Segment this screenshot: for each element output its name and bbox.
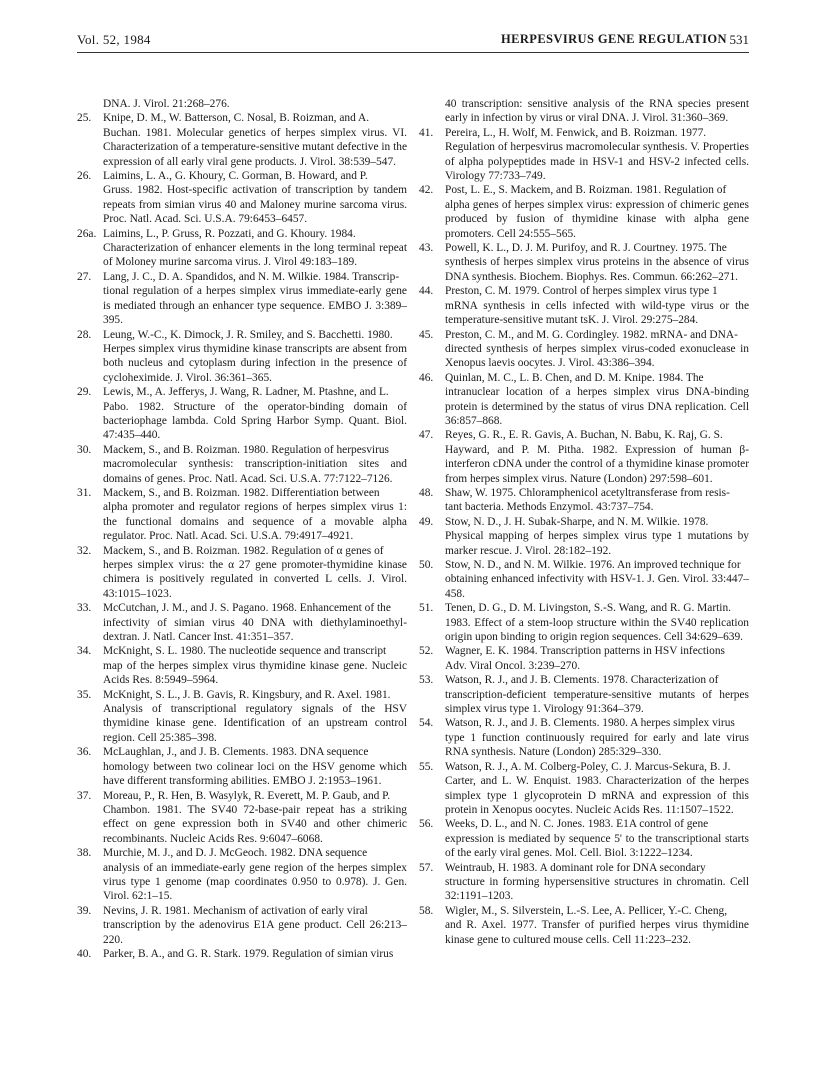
reference-text: synthesis of herpes simplex virus proteins in the absence of virus DNA synthesis. Biochem. Biophys. Res. Commun. 66:262–271. <box>445 256 749 283</box>
reference-text: transcription-deficient temperature-sensitive mutants of herpes simplex virus type 1. Virology 91:364–379. <box>445 688 749 716</box>
reference-entry <box>77 385 407 443</box>
reference-entry <box>419 558 749 601</box>
reference-authors: Laimins, L., P. Gruss, R. Pozzati, and G. Khoury. 1984. <box>103 227 356 240</box>
reference-authors: Watson, R. J., A. M. Colberg-Poley, C. J. Marcus-Sekura, B. J. <box>445 760 731 773</box>
reference-authors: Shaw, W. 1975. Chloramphenicol acetyltransferase from resis- <box>445 486 730 499</box>
reference-entry <box>77 270 407 328</box>
reference-text: Herpes simplex virus thymidine kinase transcripts are absent from both nucleus and cytoplasm during infection in the presence of cycloheximide. J. Virol. 36:361–365. <box>103 342 407 384</box>
reference-number: 27. <box>77 270 92 283</box>
reference-authors: Mackem, S., and B. Roizman. 1982. Regulation of α genes of <box>103 544 384 557</box>
reference-entry <box>77 904 407 947</box>
reference-entry <box>419 97 749 126</box>
reference-number: 26. <box>77 170 92 183</box>
reference-text: Characterization of enhancer elements in the long terminal repeat of Moloney murine sarcoma virus. J. Virol 49:183–189. <box>103 242 407 269</box>
reference-column-right <box>419 97 749 947</box>
reference-number: 53. <box>419 674 434 687</box>
reference-authors: Moreau, P., R. Hen, B. Wasylyk, R. Everett, M. P. Gaub, and P. <box>103 789 391 802</box>
reference-authors: Tenen, D. G., D. M. Livingston, S.-S. Wang, and R. G. Martin. <box>445 602 731 615</box>
reference-number: 37. <box>77 789 92 802</box>
reference-text: Physical mapping of herpes simplex virus type 1 mutations by marker rescue. J. Virol. 28:182–192. <box>445 530 749 557</box>
reference-number: 54. <box>419 717 434 730</box>
reference-authors: McLaughlan, J., and J. B. Clements. 1983. DNA sequence <box>103 746 369 759</box>
reference-text: analysis of an immediate-early gene region of the herpes simplex virus type 1 genome (map coordinates 0.950 to 0.978). J. Gen. Virol. 62:1–15. <box>103 861 407 903</box>
reference-authors: Watson, R. J., and J. B. Clements. 1980. A herpes simplex virus <box>445 717 735 730</box>
reference-authors: McKnight, S. L. 1980. The nucleotide sequence and transcript <box>103 645 387 658</box>
reference-entry <box>77 745 407 788</box>
reference-number: 43. <box>419 242 434 255</box>
header-rule <box>77 52 749 53</box>
reference-entry <box>77 688 407 746</box>
reference-text: tant bacteria. Methods Enzymol. 43:737–754. <box>445 501 654 514</box>
reference-entry <box>77 97 407 111</box>
reference-authors: Lang, J. C., D. A. Spandidos, and N. M. Wilkie. 1984. Transcrip- <box>103 270 400 283</box>
reference-authors: Mackem, S., and B. Roizman. 1982. Differentiation between <box>103 486 380 499</box>
reference-number: 46. <box>419 371 434 384</box>
reference-number: 49. <box>419 515 434 528</box>
reference-entry <box>419 486 749 515</box>
reference-text: Carter, and L. W. Enquist. 1983. Characterization of the herpes simplex type 1 glycoprotein D mRNA and expression of this protein in Xenopus oocytes. Nucleic Acids Res. 11:1507–1522. <box>445 775 749 816</box>
reference-text: map of the herpes simplex virus thymidine kinase gene. Nucleic Acids Res. 8:5949–5964. <box>103 659 407 687</box>
page-number: 531 <box>729 32 749 47</box>
reference-authors: Preston, C. M. 1979. Control of herpes simplex virus type 1 <box>445 285 718 298</box>
reference-authors: Preston, C. M., and M. G. Cordingley. 1982. mRNA- and DNA- <box>445 328 738 341</box>
reference-text: Analysis of transcriptional regulatory signals of the HSV thymidine kinase gene. Identification of an upstream control region. Cell 25:385–398. <box>103 703 407 744</box>
reference-text: expression is mediated by sequence 5' to the transcriptional starts of the early viral genes. Mol. Cell. Biol. 3:1222–1234. <box>445 832 749 860</box>
reference-number: 45. <box>419 328 434 341</box>
reference-number: 44. <box>419 285 434 298</box>
reference-number: 51. <box>419 602 434 615</box>
reference-number: 38. <box>77 847 92 860</box>
reference-authors: Watson, R. J., and J. B. Clements. 1978. Characterization of <box>445 674 719 687</box>
reference-entry <box>419 126 749 184</box>
reference-column-left <box>77 97 407 961</box>
reference-text: intranuclear location of a herpes simplex virus DNA-binding protein is determined by the status of virus DNA replication. Cell 36:857–868. <box>445 386 749 427</box>
reference-entry <box>419 515 749 558</box>
reference-entry <box>77 227 407 270</box>
reference-entry <box>419 371 749 429</box>
reference-number: 34. <box>77 645 92 658</box>
reference-entry <box>77 328 407 386</box>
reference-entry <box>77 846 407 904</box>
reference-authors: McKnight, S. L., J. B. Gavis, R. Kingsbury, and R. Axel. 1981. <box>103 688 391 701</box>
reference-entry <box>77 544 407 602</box>
journal-volume: Vol. 52, 1984 <box>77 32 151 47</box>
reference-authors: Pereira, L., H. Wolf, M. Fenwick, and B. Roizman. 1977. <box>445 126 707 139</box>
reference-authors: Mackem, S., and B. Roizman. 1980. Regulation of herpesvirus <box>103 443 389 456</box>
reference-number: 30. <box>77 443 92 456</box>
reference-number: 36. <box>77 746 92 759</box>
reference-authors: Parker, B. A., and G. R. Stark. 1979. Regulation of simian virus <box>103 947 394 960</box>
reference-text: alpha promoter and regulator regions of herpes simplex virus 1: the functional domains and sequence of a movable alpha regulator. Proc. Natl. Acad. Sci. U.S.A. 79:4917–4921. <box>103 501 407 543</box>
reference-text: directed synthesis of herpes simplex virus-coded exonuclease in Xenopus laevis oocytes. J. Virol. 43:386–394. <box>445 342 749 370</box>
reference-text: type 1 function continuously required for early and late virus RNA synthesis. Nature (London) 285:329–330. <box>445 731 749 759</box>
reference-number: 41. <box>419 126 434 139</box>
reference-number: 42. <box>419 184 434 197</box>
reference-entry <box>77 947 407 961</box>
reference-text: homology between two colinear loci on the HSV genome which have different transforming abilities. EMBO J. 2:1953–1961. <box>103 760 407 788</box>
reference-entry <box>419 861 749 904</box>
reference-entry <box>77 486 407 544</box>
reference-number: 35. <box>77 688 92 701</box>
reference-authors: Weintraub, H. 1983. A dominant role for DNA secondary <box>445 861 706 874</box>
reference-text: Hayward, and P. M. Pitha. 1982. Expression of human β-interferon cDNA under the control of a thymidine kinase promoter from herpes simplex virus. Nature (London) 297:598–601. <box>445 443 749 485</box>
reference-continuation: DNA. J. Virol. 21:268–276. <box>103 98 230 110</box>
reference-entry <box>77 644 407 687</box>
reference-entry <box>419 601 749 644</box>
reference-entry <box>77 789 407 847</box>
reference-continuation: 40 transcription: sensitive analysis of the RNA species present early in infection by virus or viral DNA. J. Virol. 31:360–369. <box>445 98 749 125</box>
reference-authors: Laimins, L. A., G. Khoury, C. Gorman, B. Howard, and P. <box>103 170 368 183</box>
reference-authors: Wagner, E. K. 1984. Transcription patterns in HSV infections <box>445 645 725 658</box>
reference-entry <box>419 183 749 241</box>
reference-entry <box>419 760 749 818</box>
reference-authors: McCutchan, J. M., and J. S. Pagano. 1968. Enhancement of the <box>103 602 391 615</box>
reference-entry <box>419 817 749 860</box>
reference-number: 39. <box>77 904 92 917</box>
reference-number: 55. <box>419 760 434 773</box>
reference-entry <box>419 716 749 759</box>
reference-entry <box>77 111 407 169</box>
reference-authors: Knipe, D. M., W. Batterson, C. Nosal, B. Roizman, and A. <box>103 112 370 125</box>
reference-number: 31. <box>77 486 92 499</box>
reference-authors: Leung, W.-C., K. Dimock, J. R. Smiley, and S. Bacchetti. 1980. <box>103 328 393 341</box>
reference-authors: Lewis, M., A. Jefferys, J. Wang, R. Ladner, M. Ptashne, and L. <box>103 386 389 399</box>
reference-text: Adv. Viral Oncol. 3:239–270. <box>445 659 581 672</box>
reference-text: macromolecular synthesis: transcription-initiation sites and domains of genes. Proc. Natl. Acad. Sci. U.S.A. 77:7122–7126. <box>103 458 407 485</box>
reference-authors: Wigler, M., S. Silverstein, L.-S. Lee, A. Pellicer, Y.-C. Cheng, <box>445 904 728 917</box>
reference-text: 1983. Effect of a stem-loop structure within the SV40 replication origin upon binding to origin region sequences. Cell 34:629–639. <box>445 616 749 644</box>
reference-entry <box>77 601 407 644</box>
reference-text: and R. Axel. 1977. Transfer of purified herpes virus thymidine kinase gene to cultured mouse cells. Cell 11:223–232. <box>445 919 749 946</box>
reference-text: Buchan. 1981. Molecular genetics of herpes simplex virus. VI. Characterization of a temperature-sensitive mutant defective in the expression of all early viral gene products. J. Virol. 38:539–547. <box>103 126 407 168</box>
reference-number: 28. <box>77 328 92 341</box>
reference-number: 29. <box>77 386 92 399</box>
reference-text: herpes simplex virus: the α 27 gene promoter-thymidine kinase chimera is positively regulated in converted L cells. J. Virol. 43:1015–1023. <box>103 559 407 600</box>
reference-authors: Nevins, J. R. 1981. Mechanism of activation of early viral <box>103 904 368 917</box>
reference-entry <box>419 428 749 486</box>
reference-text: mRNA synthesis in cells infected with wild-type virus or the temperature-sensitive mutant tsK. J. Virol. 29:275–284. <box>445 299 749 327</box>
reference-entry <box>419 241 749 284</box>
reference-text: alpha genes of herpes simplex virus: expression of chimeric genes produced by fusion of thymidine kinase with alpha gene promoters. Cell 24:555–565. <box>445 198 749 240</box>
reference-number: 56. <box>419 818 434 831</box>
reference-authors: Stow, N. D., and N. M. Wilkie. 1976. An improved technique for <box>445 559 741 571</box>
reference-text: transcription by the adenovirus E1A gene product. Cell 26:213–220. <box>103 919 407 946</box>
reference-number: 48. <box>419 486 434 499</box>
reference-entry <box>77 169 407 227</box>
reference-entry <box>419 328 749 371</box>
reference-number: 47. <box>419 429 434 442</box>
reference-text: Chambon. 1981. The SV40 72-base-pair repeat has a striking effect on gene expression both in SV40 and other chimeric recombinants. Nucleic Acids Res. 9:6047–6068. <box>103 803 407 845</box>
running-title: HERPESVIRUS GENE REGULATION <box>501 32 727 46</box>
reference-entry <box>77 443 407 486</box>
reference-number: 57. <box>419 861 434 874</box>
reference-authors: Reyes, G. R., E. R. Gavis, A. Buchan, N. Babu, K. Raj, G. S. <box>445 429 723 442</box>
reference-number: 25. <box>77 112 92 125</box>
reference-number: 33. <box>77 602 92 615</box>
reference-number: 32. <box>77 544 92 557</box>
reference-number: 52. <box>419 645 434 658</box>
reference-number: 58. <box>419 904 434 917</box>
reference-text: tional regulation of a herpes simplex virus immediate-early gene is mediated through an enhancer type sequence. EMBO J. 3:389–395. <box>103 285 407 327</box>
reference-number: 26a. <box>77 227 97 240</box>
reference-text: infectivity of simian virus 40 DNA with diethylaminoethyl-dextran. J. Natl. Cancer Inst. 41:351–357. <box>103 616 407 644</box>
reference-authors: Powell, K. L., D. J. M. Purifoy, and R. J. Courtney. 1975. The <box>445 242 727 255</box>
reference-authors: Weeks, D. L., and N. C. Jones. 1983. E1A control of gene <box>445 818 709 831</box>
reference-authors: Quinlan, M. C., L. B. Chen, and D. M. Knipe. 1984. The <box>445 371 704 384</box>
reference-text: Gruss. 1982. Host-specific activation of transcription by tandem repeats from simian virus 40 and Maloney murine sarcoma virus. Proc. Natl. Acad. Sci. U.S.A. 79:6453–6457. <box>103 184 407 226</box>
reference-authors: Murchie, M. J., and D. J. McGeoch. 1982. DNA sequence <box>103 847 368 860</box>
reference-text: Regulation of herpesvirus macromolecular synthesis. V. Properties of alpha polypeptides made in HSV-1 and HSV-2 infected cells. Virology 77:733–749. <box>445 141 749 183</box>
reference-text: obtaining enhanced infectivity with HSV-1. J. Gen. Virol. 33:447–458. <box>445 573 749 600</box>
reference-entry <box>419 284 749 327</box>
reference-entry <box>419 644 749 673</box>
reference-number: 50. <box>419 559 434 571</box>
reference-authors: Stow, N. D., J. H. Subak-Sharpe, and N. M. Wilkie. 1978. <box>445 515 709 528</box>
reference-entry <box>419 673 749 716</box>
reference-number: 40. <box>77 947 92 960</box>
reference-authors: Post, L. E., S. Mackem, and B. Roizman. 1981. Regulation of <box>445 184 727 197</box>
reference-text: Pabo. 1982. Structure of the operator-binding domain of bacteriophage lambda. Cold Spring Harbor Symp. Quant. Biol. 47:435–440. <box>103 400 407 442</box>
reference-text: structure in forming hypersensitive structures in chromatin. Cell 32:1191–1203. <box>445 875 749 903</box>
reference-entry <box>419 904 749 947</box>
